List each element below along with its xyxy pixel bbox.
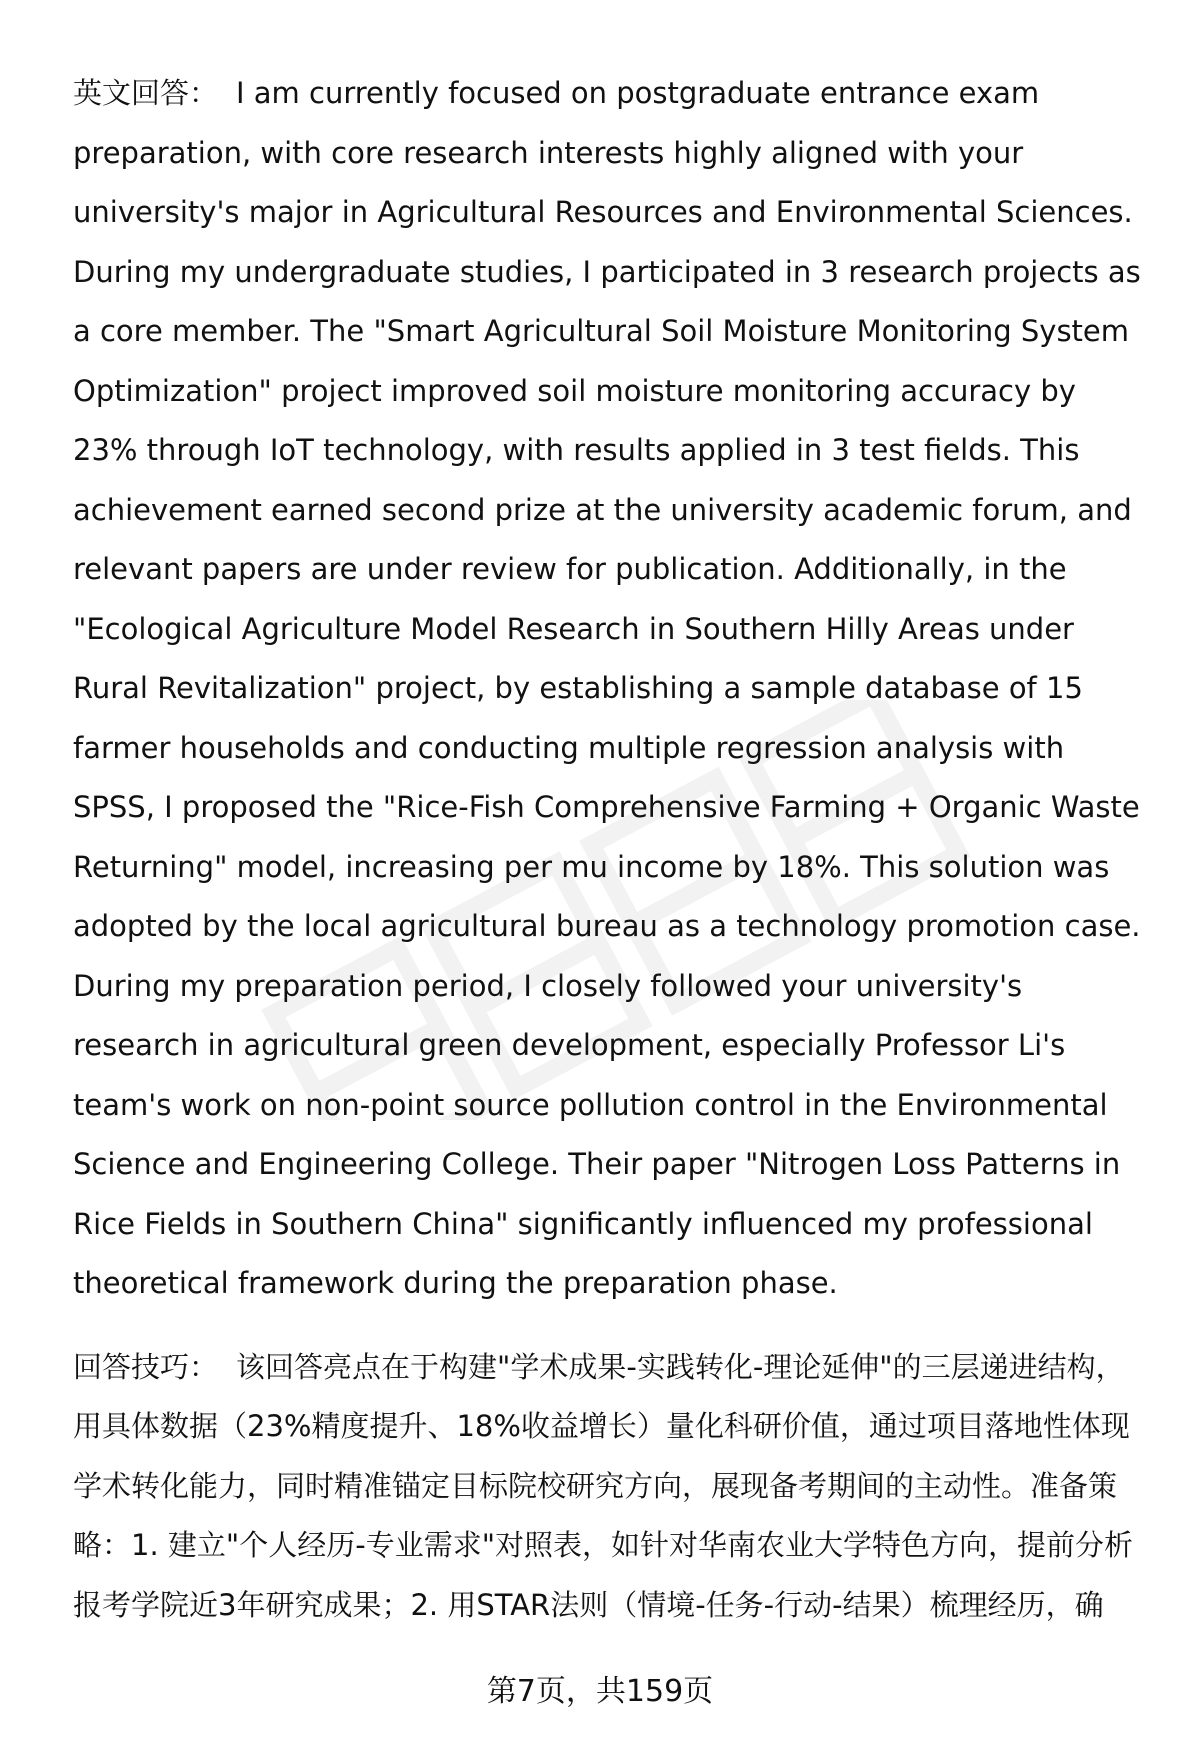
english-answer-paragraph xyxy=(73,64,1148,1314)
answer-tips-text: 该回答亮点在于构建"学术成果-实践转化-理论延伸"的三层递进结构，用具体数据（23%精度提升、18%收益增长）量化科研价值，通过项目落地性体现学术转化能力，同时精准锚定目标院校研究方向，展现备考期间的主动性。准备策略：1. 建立"个人经历-专业需求"对照表，如针对华南农业大学特色方向，提前分析报考学院近3年研究成果；2. 用STAR法则（情境-任务-行动-结果）梳理经历，确 xyxy=(73,1349,1134,1622)
answer-tips-paragraph xyxy=(73,1338,1148,1636)
english-answer-label: 英文回答： xyxy=(73,76,219,110)
english-answer-text: I am currently focused on postgraduate entrance exam preparation, with core research interests highly aligned with your university's major in Agricultural Resources and Environmental Sciences. During my undergraduate studies, I participated in 3 research projects as a core member. The "Smart Agricultural Soil Moisture Monitoring System Optimization" project improved soil moisture monitoring accuracy by 23% through IoT technology, with results applied in 3 test fields. This achievement earned second prize at the university academic forum, and relevant papers are under review for publication. Additionally, in the "Ecological Agriculture Model Research in Southern Hilly Areas under Rural Revitalization" project, by establishing a sample database of 15 farmer households and conducting multiple regression analysis with SPSS, I proposed the "Rice-Fish Comprehensive Farming + Organic Waste Returning" model, increasing per mu income by 18%. This solution was adopted by the local agricultural bureau as a technology promotion case. During my preparation period, I closely followed your university's research in agricultural green development, especially Professor Li's team's work on non-point source pollution control in the Environmental Science and Engineering College. Their paper "Nitrogen Loss Patterns in Rice Fields in Southern China" significantly influenced my professional theoretical framework during the preparation phase. xyxy=(73,76,1141,1300)
content-area xyxy=(73,64,1148,1635)
answer-tips-label: 回答技巧： xyxy=(73,1349,219,1384)
page-number-footer: 第7页，共159页 xyxy=(486,1674,714,1709)
